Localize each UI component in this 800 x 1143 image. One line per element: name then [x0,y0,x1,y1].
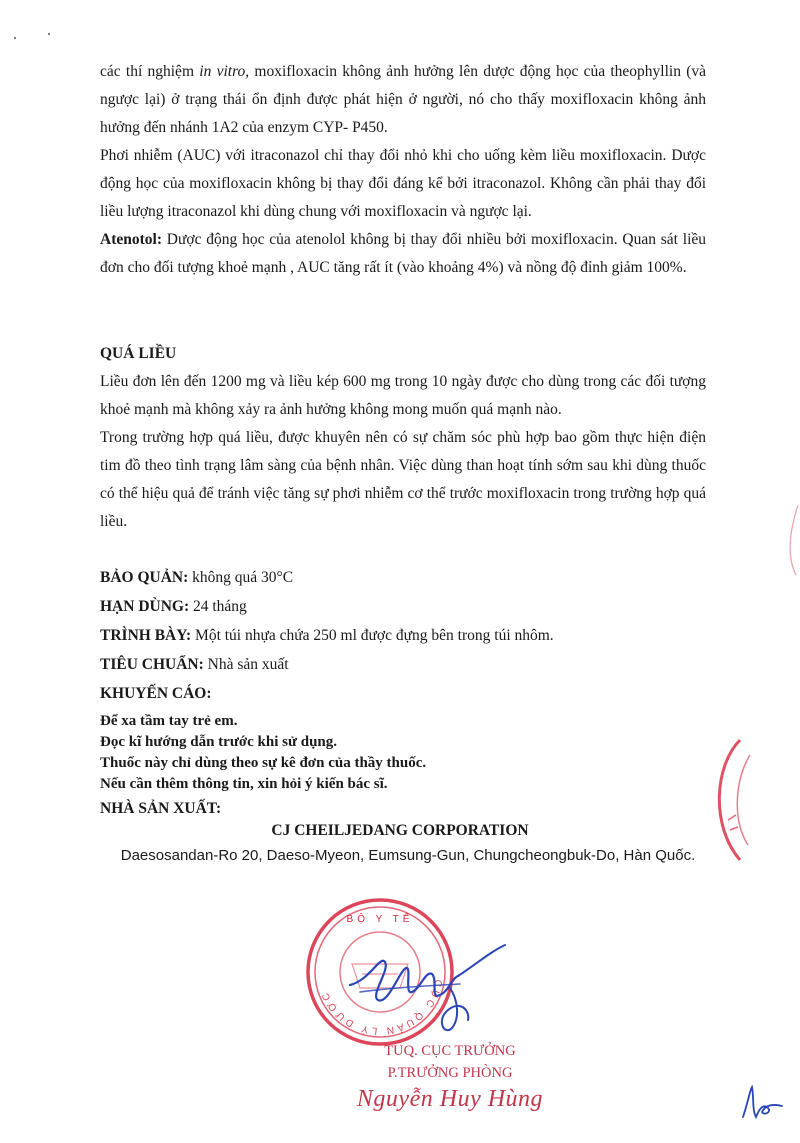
packaging-line: TRÌNH BÀY: Một túi nhựa chứa 250 ml được đựng bên trong túi nhôm. [100,627,554,644]
overdose-section [100,340,706,536]
warning-item: Thuốc này chỉ dùng theo sự kê đơn của thầy thuốc. [100,755,427,771]
scan-speck [48,33,50,35]
theophyllin-paragraph: các thí nghiệm in vitro, moxifloxacin không ảnh hưởng lên dược động học của theophyllin (và ngược lại) ở trạng thái ổn định được phát hiện ở người, nó cho thấy moxifloxacin không ảnh hưởng đến nhánh 1A2 của enzym CYP- P450. [100,63,707,136]
edge-mark [760,500,800,580]
storage-line: BẢO QUẢN: không quá 30°C [100,569,294,586]
manufacturer-name: CJ CHEILJEDANG CORPORATION [271,822,529,839]
warning-item: Đọc kĩ hướng dẫn trước khi sử dụng. [100,734,338,750]
itraconazol-paragraph: Phơi nhiễm (AUC) với itraconazol chỉ thay đổi nhỏ khi cho uống kèm liều moxifloxacin. Dược động học của moxifloxacin không bị thay đổi đáng kể bởi itraconazol. Không cần phải thay đổi liều lượng itraconazol khi dùng chung với moxifloxacin và ngược lại. [100,147,706,220]
signature-block [330,1040,570,1114]
stamp-ring-text: CỤC QUẢN LÝ DƯỢC [319,978,444,1037]
manufacturer-address: Daesosandan-Ro 20, Daeso-Myeon, Eumsung-Gun, Chungcheongbuk-Do, Hàn Quốc. [120,847,696,864]
overdose-paragraph-1: Liều đơn lên đến 1200 mg và liều kép 600 mg trong 10 ngày được cho dùng trong các đối tượng khoẻ mạnh mà không xảy ra ảnh hưởng không mong muốn quá mạnh nào. [100,373,706,418]
edge-stamp-fragment [700,735,800,865]
overdose-title: QUÁ LIỀU [100,345,177,362]
signature-title-1: TUQ. CỤC TRƯỞNG [384,1043,516,1059]
warning-item: Nếu cần thêm thông tin, xin hỏi ý kiến bác sĩ. [100,776,388,792]
warning-title: KHUYẾN CÁO: [100,685,212,702]
standard-line: TIÊU CHUẨN: Nhà sản xuất [100,656,289,673]
stamp-top-text: BỘ Y TẾ [346,914,414,925]
warning-list [100,711,700,795]
expiry-line: HẠN DÙNG: 24 tháng [100,598,247,615]
signer-name: Nguyễn Huy Hùng [356,1086,544,1112]
manufacturer-label: NHÀ SẢN XUẤT: [100,800,222,817]
scan-speck [14,37,16,39]
interactions-section [100,58,706,282]
overdose-paragraph-2: Trong trường hợp quá liều, được khuyên nên có sự chăm sóc phù hợp bao gồm thực hiện điện tim đồ theo tình trạng lâm sàng của bệnh nhân. Việc dùng than hoạt tính sớm sau khi dùng thuốc có thể hiệu quả để tránh việc tăng sự phơi nhiễm cơ thể trước moxifloxacin trong trường hợp quá liều. [100,429,706,530]
signature-scribble [340,940,520,1040]
warning-item: Để xa tầm tay trẻ em. [100,713,238,729]
initial-mark [738,1082,788,1122]
signature-title-2: P.TRƯỞNG PHÒNG [387,1065,513,1081]
atenolol-label: Atenotol: [100,231,162,248]
atenolol-paragraph: Atenotol: Dược động học của atenolol không bị thay đổi nhiều bởi moxifloxacin. Quan sát liều đơn cho đối tượng khoẻ mạnh , AUC tăng rất ít (vào khoảng 4%) và nồng độ đỉnh giảm 100%. [100,231,706,276]
product-info [100,563,706,708]
